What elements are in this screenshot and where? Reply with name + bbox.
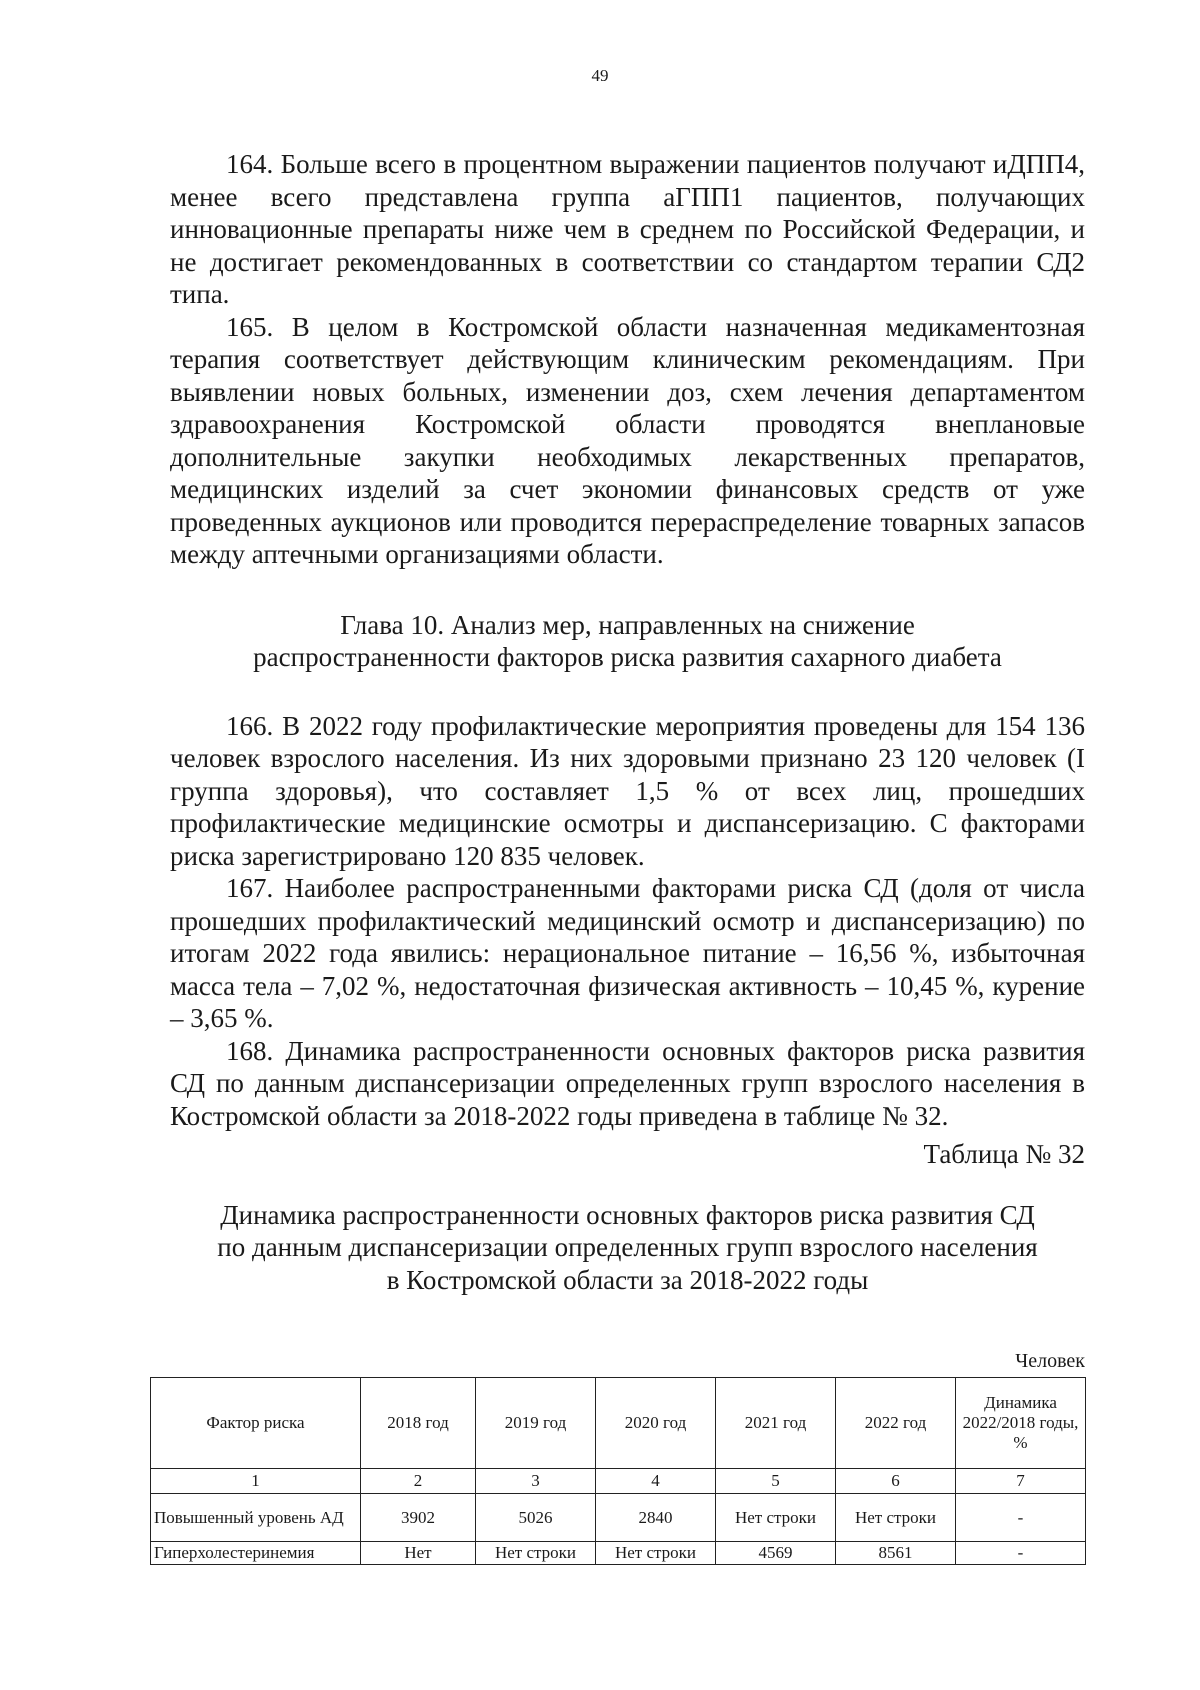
page-number: 49 bbox=[591, 66, 609, 85]
column-number-cell: 1 bbox=[151, 1469, 361, 1494]
column-number-cell: 7 bbox=[956, 1469, 1086, 1494]
table-row bbox=[151, 1494, 1086, 1542]
table-title bbox=[170, 1199, 1085, 1297]
header-cell: 2020 год bbox=[596, 1378, 716, 1469]
table-cell: Нет строки bbox=[836, 1494, 956, 1542]
table-cell-factor: Повышенный уровень АД bbox=[151, 1494, 361, 1542]
unit-label: Человек bbox=[1015, 1350, 1085, 1372]
table-cell: 8561 bbox=[836, 1542, 956, 1565]
header-cell: 2018 год bbox=[361, 1378, 476, 1469]
table-title-line-1: Динамика распространенности основных факторов риска развития СД bbox=[220, 1199, 1035, 1230]
document-body bbox=[170, 148, 1085, 1296]
table-label: Таблица № 32 bbox=[923, 1139, 1085, 1169]
table-cell: 2840 bbox=[596, 1494, 716, 1542]
risk-factors-table bbox=[150, 1377, 1086, 1565]
column-number-row bbox=[151, 1469, 1086, 1494]
chapter-title bbox=[170, 609, 1085, 674]
header-cell: 2022 год bbox=[836, 1378, 956, 1469]
column-number-cell: 6 bbox=[836, 1469, 956, 1494]
paragraph-167: 167. Наиболее распространенными факторами риска СД (доля от числа прошедших профилактический медицинский осмотр и диспансеризацию) по итогам 2022 года явились: нерациональное питание – 16,56 %, избыточная масса тела – 7,02 %, недостаточная физическая активность – 10,45 %, курение – 3,65 %. bbox=[170, 873, 1085, 1033]
paragraph-164: 164. Больше всего в процентном выражении пациентов получают иДПП4, менее всего представлена группа аГПП1 пациентов, получающих инновационные препараты ниже чем в среднем по Российской Федерации, и не достигает рекомендованных в соответствии со стандартом терапии СД2 типа. bbox=[170, 149, 1085, 309]
column-number-cell: 5 bbox=[716, 1469, 836, 1494]
chapter-title-line-2: распространенности факторов риска развития сахарного диабета bbox=[253, 642, 1002, 672]
table-cell: Нет строки bbox=[596, 1542, 716, 1565]
paragraph-166: 166. В 2022 году профилактические мероприятия проведены для 154 136 человек взрослого населения. Из них здоровыми признано 23 120 человек (I группа здоровья), что составляет 1,5 % от всех лиц, прошедших профилактические медицинские осмотры и диспансеризацию. С факторами риска зарегистрировано 120 835 человек. bbox=[170, 710, 1085, 871]
chapter-title-line-1: Глава 10. Анализ мер, направленных на снижение bbox=[340, 609, 915, 640]
header-cell: Фактор риска bbox=[151, 1378, 361, 1469]
column-number-cell: 4 bbox=[596, 1469, 716, 1494]
header-cell: Динамика 2022/2018 годы, % bbox=[956, 1378, 1086, 1469]
table-header-row bbox=[151, 1378, 1086, 1469]
paragraph-168: 168. Динамика распространенности основных факторов риска развития СД по данным диспансеризации определенных групп взрослого населения в Костромской области за 2018-2022 годы приведена в таблице № 32. bbox=[170, 1035, 1085, 1131]
paragraph-165: 165. В целом в Костромской области назначенная медикаментозная терапия соответствует действующим клиническим рекомендациям. При выявлении новых больных, изменении доз, схем лечения департаментом здравоохранения Костромской области проводятся внеплановые дополнительные закупки необходимых лекарственных препаратов, медицинских изделий за счет экономии финансовых средств от уже проведенных аукционов или проводится перераспределение товарных запасов между аптечными организациями области. bbox=[170, 311, 1085, 569]
table-row bbox=[151, 1542, 1086, 1565]
table-cell: Нет строки bbox=[476, 1542, 596, 1565]
table-cell: 4569 bbox=[716, 1542, 836, 1565]
table-cell: - bbox=[956, 1542, 1086, 1565]
table-cell: Нет bbox=[361, 1542, 476, 1565]
table-title-line-3: в Костромской области за 2018-2022 годы bbox=[386, 1264, 869, 1295]
table-cell: 5026 bbox=[476, 1494, 596, 1542]
column-number-cell: 2 bbox=[361, 1469, 476, 1494]
table-cell: - bbox=[956, 1494, 1086, 1542]
table-cell: 3902 bbox=[361, 1494, 476, 1542]
column-number-cell: 3 bbox=[476, 1469, 596, 1494]
table-cell-factor: Гиперхолестеринемия bbox=[151, 1542, 361, 1565]
table-cell: Нет строки bbox=[716, 1494, 836, 1542]
table-title-line-2: по данным диспансеризации определенных групп взрослого населения bbox=[217, 1232, 1038, 1262]
header-cell: 2021 год bbox=[716, 1378, 836, 1469]
header-cell: 2019 год bbox=[476, 1378, 596, 1469]
